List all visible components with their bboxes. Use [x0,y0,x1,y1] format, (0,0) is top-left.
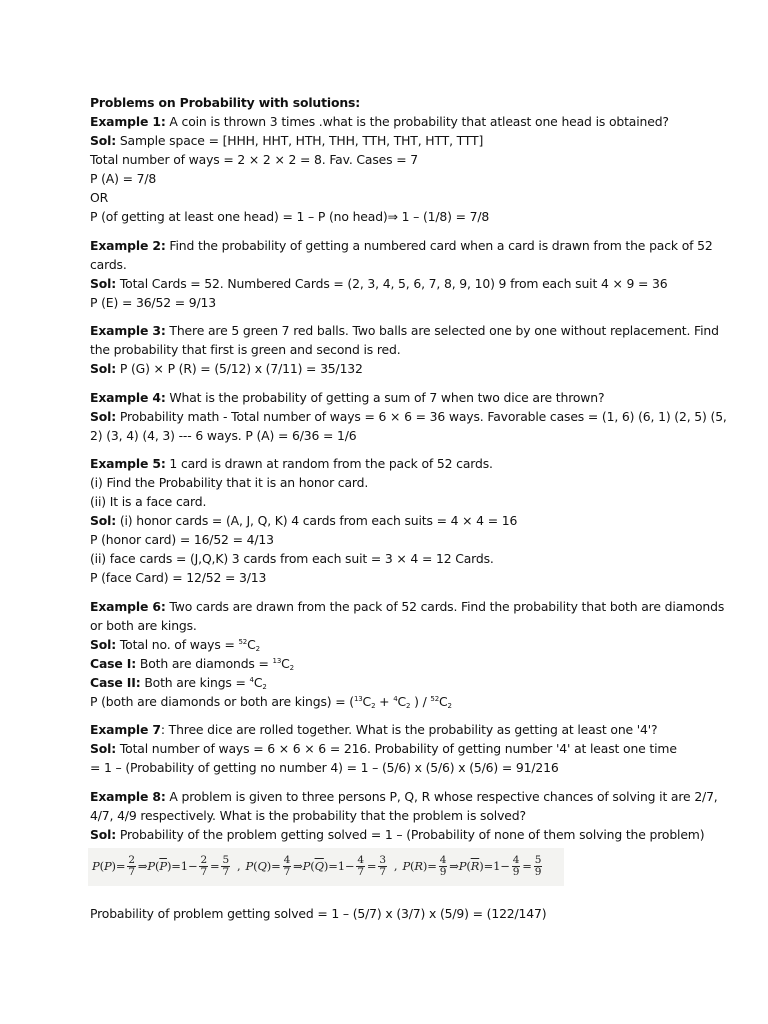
example-label: Example 8: [90,788,166,804]
solution-line: P (face Card) = 12/52 = 3/13 [90,570,267,585]
example-5 [90,454,730,587]
question-line: (i) Find the Probability that it is an honor card. [90,475,369,490]
example-1-question: Example 1: A coin is thrown 3 times .what is the probability that atleast one head is obtained? [90,114,669,129]
example-2-question: Example 2: Find the probability of getting a numbered card when a card is drawn from the pack of 52 cards. [90,237,713,272]
example-1-solution: Sol: Sample space = [HHH, HHT, HTH, THH, TTH, THT, HTT, TTT] [90,133,484,148]
sol-label: Sol: [90,636,117,652]
example-3 [90,321,730,378]
example-7-solution: Sol: Total number of ways = 6 × 6 × 6 = 216. Probability of getting number '4' at least one time [90,741,677,756]
example-6-question: Example 6: Two cards are drawn from the pack of 52 cards. Find the probability that both are diamonds or both are kings. [90,598,725,633]
sol-label: Sol: [90,133,117,148]
example-7-question: Example 7: Three dice are rolled together. What is the probability as getting at least one '4'? [90,722,658,737]
example-4 [90,388,730,445]
solution-line: P (E) = 36/52 = 9/13 [90,294,216,310]
sol-label: Sol: [90,513,117,528]
example-2-solution: Sol: Total Cards = 52. Numbered Cards = (2, 3, 4, 5, 6, 7, 8, 9, 10) 9 from each suit 4 × 9 = 36 [90,275,668,291]
example-label: Example 4: [90,389,166,405]
example-8-question: Example 8: A problem is given to three persons P, Q, R whose respective chances of solving it are 2/7, 4/7, 4/9 respectively. What is the probability that the problem is solved? [90,788,718,823]
example-label: Example 5: [90,456,166,471]
fraction: $\frac{4}{9}$ [439,854,447,878]
formula-image: P ( P ) = $\frac{2}{7}$ ⇒ P ( $\overline{P}$ ) = 1 − $\frac{2}{7}$ = $\frac{5}{7}$ , P ( Q ) = $\frac{4}{7}$ ⇒ P ( $\overline{Q}$ ) = 1 − $\frac{4}{7}$ = $\frac{3}{7}$ , P ( R ) = $\frac{4}{9}$ ⇒ P ( $\overline{R}$ ) = 1 − $\frac{4}{9}$ = $\frac{5}{9}$ [88,848,564,886]
solution-line: = 1 – (Probability of getting no number 4) = 1 – (5/6) x (5/6) x (5/6) = 91/216 [90,760,559,775]
case-label: Case I: [90,655,137,671]
fraction: $\frac{2}{7}$ [200,854,207,878]
fraction: $\frac{5}{9}$ [534,854,542,878]
sol-label: Sol: [90,741,117,756]
example-4-question: Example 4: What is the probability of getting a sum of 7 when two dice are thrown? [90,389,605,405]
sol-label: Sol: [90,361,117,376]
example-6 [90,597,730,711]
example-5-solution: Sol: (i) honor cards = (A, J, Q, K) 4 cards from each suits = 4 × 4 = 16 [90,513,518,528]
solution-line: P (of getting at least one head) = 1 – P (no head)⇒ 1 – (1/8) = 7/8 [90,209,490,224]
case-1-line: Case I: Both are diamonds = $^{13}C_2$ [90,655,294,672]
sol-label: Sol: [90,275,117,291]
solution-line: Total number of ways = 2 × 2 × 2 = 8. Fav. Cases = 7 [90,152,418,167]
page-title: Problems on Probability with solutions: [90,95,361,110]
example-label: Example 6: [90,598,166,614]
fraction: $\frac{5}{7}$ [222,854,230,878]
solution-line: P (both are diamonds or both are kings) = ($^{13}C_2 + ^4C_2$ ) / $^{52}C_2$ [90,693,452,710]
case-label: Case II: [90,674,141,690]
example-6-solution: Sol: Total no. of ways = $^{52}C_2$ [90,636,260,653]
fraction: $\frac{3}{7}$ [379,854,386,878]
example-5-question: Example 5: 1 card is drawn at random from the pack of 52 cards. [90,456,493,471]
fraction: $\frac{4}{7}$ [357,854,364,878]
solution-line: (ii) face cards = (J,Q,K) 3 cards from each suit = 3 × 4 = 12 Cards. [90,551,494,566]
sol-label: Sol: [90,408,117,424]
example-4-solution: Sol: Probability math - Total number of ways = 6 × 6 = 36 ways. Favorable cases = (1, 6) (6, 1) (2, 5) (5, 2) (3, 4) (4, 3) --- 6 ways. P (A) = 6/36 = 1/6 [90,408,727,443]
solution-line: OR [90,190,109,205]
example-3-solution: Sol: P (G) × P (R) = (5/12) x (7/11) = 35/132 [90,361,363,376]
document-page [90,93,730,923]
fraction: $\frac{4}{9}$ [512,854,520,878]
example-2 [90,236,730,312]
question-line: (ii) It is a face card. [90,494,207,509]
solution-line: P (A) = 7/8 [90,171,157,186]
final-answer-line: Probability of problem getting solved = 1 – (5/7) x (3/7) x (5/9) = (122/147) [90,905,547,921]
example-3-question: Example 3: There are 5 green 7 red balls. Two balls are selected one by one without replacement. Find the probability that first is green and second is red. [90,323,719,357]
sol-label: Sol: [90,826,117,842]
solution-line: P (honor card) = 16/52 = 4/13 [90,532,274,547]
example-8-solution: Sol: Probability of the problem getting solved = 1 – (Probability of none of them solving the problem) [90,826,705,842]
example-8 [90,787,730,923]
example-label: Example 1: [90,114,166,129]
example-label: Example 2: [90,237,166,253]
example-7 [90,720,730,777]
fraction: $\frac{2}{7}$ [128,854,135,878]
example-label: Example 3: [90,323,166,338]
example-label: Example 7 [90,722,161,737]
case-2-line: Case II: Both are kings = $^4C_2$ [90,674,267,691]
example-1 [90,112,730,226]
fraction: $\frac{4}{7}$ [283,854,291,878]
